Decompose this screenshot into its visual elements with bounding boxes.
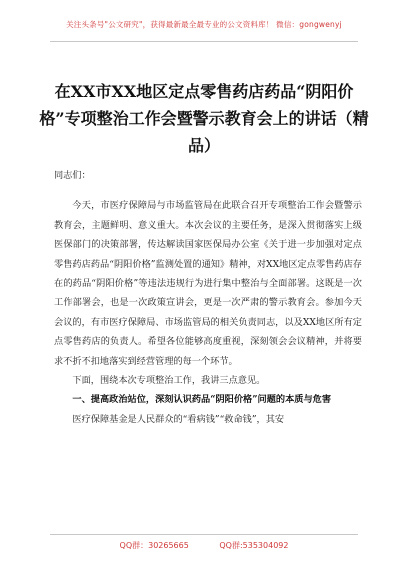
footer-qq-group-2: QQ群:535304092 — [219, 541, 289, 550]
document-body — [54, 166, 362, 429]
footer-divider — [50, 534, 358, 535]
body-paragraph: 今天，市医疗保障局与市场监管局在此联合召开专项整治工作会暨警示教育会，主题鲜明、意义重大。本次会议的主要任务，是深入贯彻落实上级医保部门的决策部署，传达解读国家医保局办公室《关于进一步加强对定点零售药店药品“阴阳价格”监测处置的通知》精神，对XX地区定点零售药店存在的药品“阴阳价格”等违法违规行为进行集中整治与全面部署。这既是一次工作部署会，也是一次政策宣讲会，更是一次严肃的警示教育会。参加今天会议的，有市医疗保障局、市场监管局的相关负责同志，以及XX地区所有定点零售药店的负责人。希望各位能够高度重视，深刻领会会议精神，并将要求不折不扣地落实到经营管理的每一个环节。 — [54, 200, 362, 367]
footer — [0, 540, 408, 551]
header-divider — [50, 41, 358, 42]
section-heading: 一、提高政治站位，深刻认识药品“阴阳价格”问题的本质与危害 — [72, 394, 332, 406]
body-paragraph: 医疗保障基金是人民群众的“看病钱”“救命钱”，其安 — [72, 413, 285, 425]
salutation: 同志们： — [54, 170, 91, 181]
footer-qq-group-1: QQ群：30265665 — [119, 541, 189, 550]
header-promo-note: 关注头条号"公文研究"，获得最新最全最专业的公文资料库！ 微信：gongwenyj — [66, 20, 342, 29]
body-paragraph: 下面，围绕本次专项整治工作，我讲三点意见。 — [72, 375, 266, 387]
document-title: 在XX市XX地区定点零售药店药品“阴阳价格”专项整治工作会暨警示教育会上的讲话（精品） — [39, 82, 369, 155]
